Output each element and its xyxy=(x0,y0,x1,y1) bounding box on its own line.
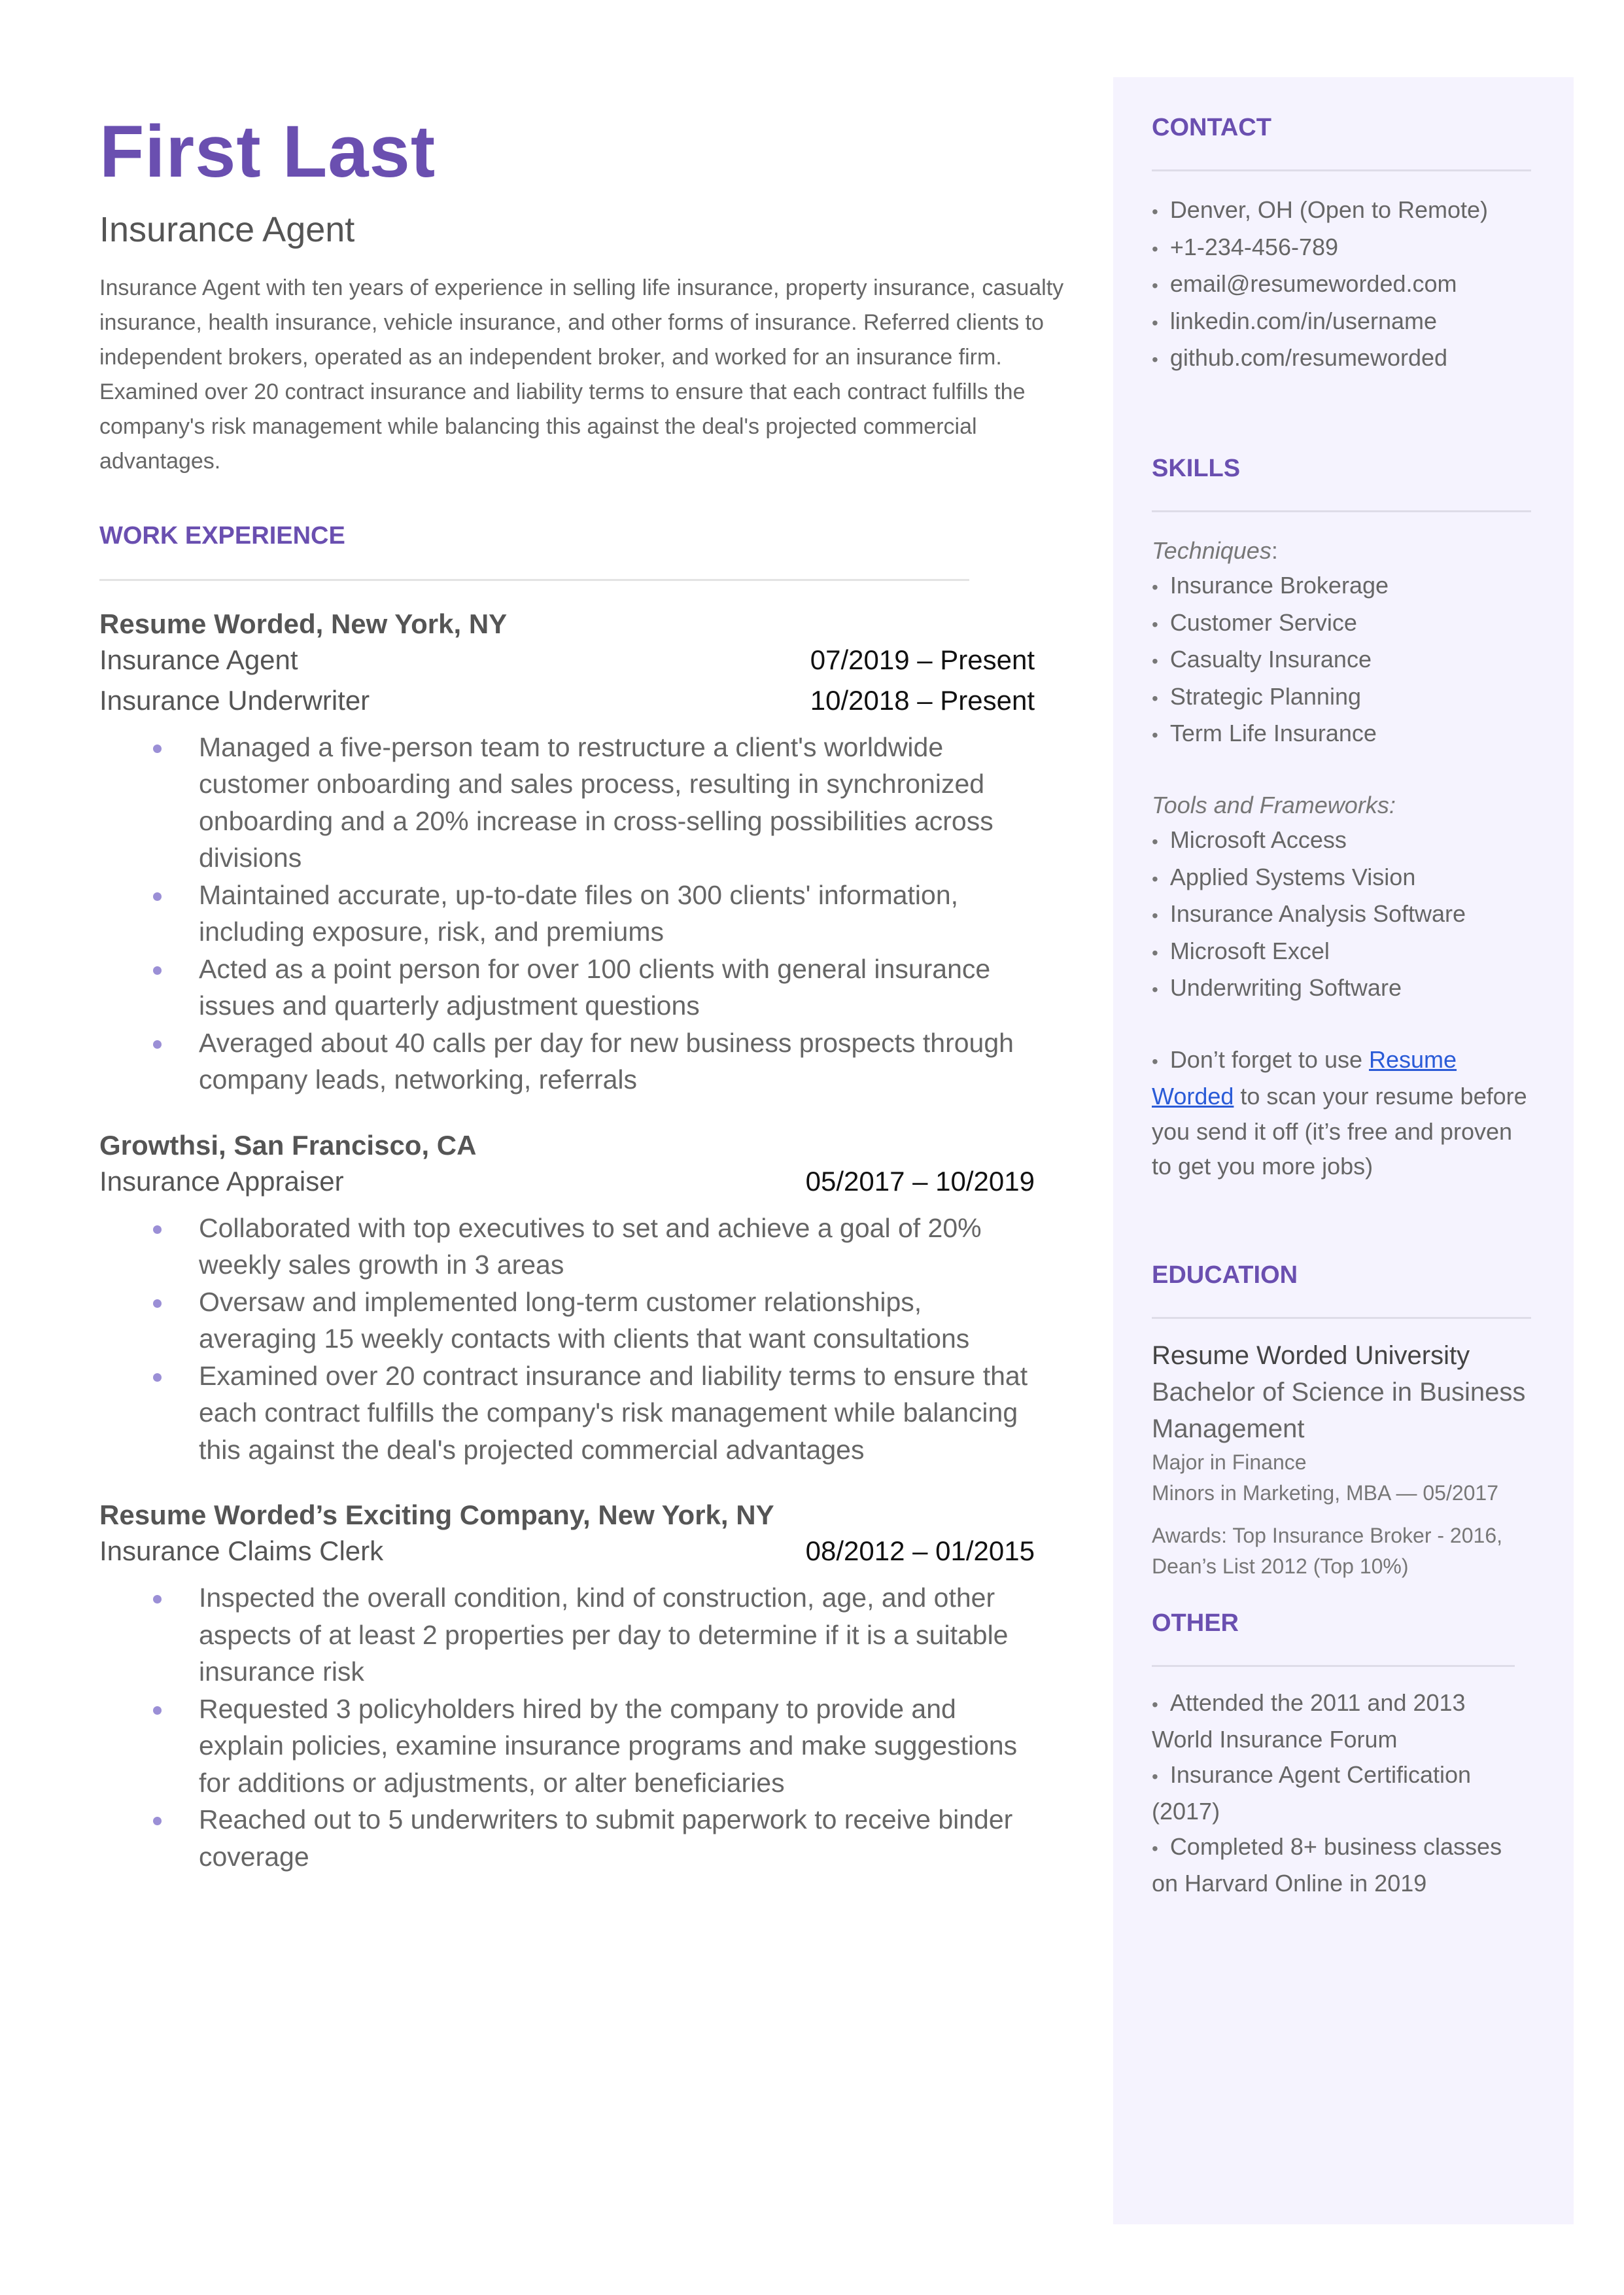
bullet-dot-icon xyxy=(153,1595,162,1603)
skill-item: • Insurance Brokerage xyxy=(1152,572,1389,599)
company-name: Growthsi, San Francisco, CA xyxy=(99,1129,477,1161)
bullet-item xyxy=(99,1284,1035,1358)
bullet-dot-icon xyxy=(153,1706,162,1715)
sidebar-content xyxy=(1152,114,1531,1901)
bullet-dot-icon xyxy=(153,1817,162,1825)
other-heading: OTHER xyxy=(1152,1609,1239,1637)
role-dates: 08/2012 – 01/2015 xyxy=(805,1535,1035,1567)
school-name: Resume Worded University xyxy=(1152,1340,1470,1370)
bullet-item xyxy=(99,951,1035,1025)
skill-item: • Customer Service xyxy=(1152,608,1357,636)
contact-phone: • +1-234-456-789 xyxy=(1152,233,1339,260)
bullet-item xyxy=(99,1210,1035,1284)
bullet-text: Managed a five-person team to restructure a client's worldwide customer onboarding and sales process, resulting in synchronized onboarding and a 20% increase in cross-selling possibilities across divisions xyxy=(199,731,993,873)
resume-worded-note: • Don’t forget to use Resume Worded to scan your resume before you send it off (it’s free and proven to get you more jobs) xyxy=(1152,1045,1527,1180)
divider xyxy=(1152,169,1531,171)
sidebar xyxy=(1113,77,1574,2224)
role-title: Insurance Agent xyxy=(99,644,298,675)
bullet-text: Acted as a point person for over 100 clients with general insurance issues and quarterly adjustment questions xyxy=(199,953,991,1021)
education-heading: EDUCATION xyxy=(1152,1261,1298,1289)
bullet-dot-icon xyxy=(153,966,162,975)
bullet-item xyxy=(99,1025,1035,1098)
skill-item: • Casualty Insurance xyxy=(1152,646,1372,673)
role-title: Insurance Appraiser xyxy=(99,1165,344,1197)
divider xyxy=(1152,1665,1515,1667)
divider xyxy=(1152,1317,1531,1319)
other-item: • Completed 8+ business classes on Harvard Online in 2019 xyxy=(1152,1832,1502,1897)
resume-worded-link[interactable]: Resume Worded xyxy=(1152,1045,1457,1110)
bullet-text: Averaged about 40 calls per day for new business prospects through company leads, networking, referrals xyxy=(199,1027,1014,1095)
bullet-text: Examined over 20 contract insurance and liability terms to ensure that each contract fulfills the company's risk management while balancing this against the deal's projected commercial advantages xyxy=(199,1360,1028,1465)
job-entry xyxy=(99,1499,1067,1875)
role-title: Insurance Underwriter xyxy=(99,684,370,716)
summary: Insurance Agent with ten years of experience in selling life insurance, property insurance, casualty insurance, health insurance, vehicle insurance, and other forms of insurance. Referred clients to independent brokers, operated as an independent broker, and worked for an insurance firm. Examined over 20 contract insurance and liability terms to ensure that each contract fulfills the company's risk management while balancing this against the deal's projected commercial advantages. xyxy=(99,275,1064,474)
skill-item: • Strategic Planning xyxy=(1152,682,1361,710)
bullet-dot-icon xyxy=(153,1373,162,1382)
bullet-dot-icon xyxy=(153,1225,162,1234)
bullet-item xyxy=(99,877,1035,951)
role-row xyxy=(99,1161,1035,1202)
bullet-dot-icon xyxy=(153,1040,162,1049)
skill-item: • Underwriting Software xyxy=(1152,974,1402,1001)
work-experience-heading: WORK EXPERIENCE xyxy=(99,521,345,550)
role-dates: 10/2018 – Present xyxy=(810,684,1035,716)
company-name: Resume Worded, New York, NY xyxy=(99,608,508,639)
bullet-text: Reached out to 5 underwriters to submit paperwork to receive binder coverage xyxy=(199,1804,1013,1872)
skill-item: • Insurance Analysis Software xyxy=(1152,900,1466,927)
major: Major in Finance xyxy=(1152,1450,1307,1474)
job-entry xyxy=(99,608,1067,1098)
job-bullets xyxy=(99,1579,1067,1875)
techniques-list xyxy=(1152,568,1531,753)
contact-location: • Denver, OH (Open to Remote) xyxy=(1152,196,1489,223)
other-list xyxy=(1152,1685,1525,1901)
job-bullets xyxy=(99,1210,1067,1469)
company-name: Resume Worded’s Exciting Company, New York, NY xyxy=(99,1499,774,1531)
bullet-dot-icon xyxy=(153,1299,162,1308)
bullet-item xyxy=(99,1691,1035,1802)
role-row xyxy=(99,640,1035,680)
role-dates: 05/2017 – 10/2019 xyxy=(805,1165,1035,1197)
bullet-item xyxy=(99,1801,1035,1875)
contact-linkedin[interactable]: • linkedin.com/in/username xyxy=(1152,307,1438,334)
bullet-text: Inspected the overall condition, kind of construction, age, and other aspects of at least 2 properties per day to determine if it is a suitable insurance risk xyxy=(199,1583,1009,1687)
job-entry xyxy=(99,1130,1067,1469)
techniques-label: Techniques: xyxy=(1152,536,1278,564)
bullet-text: Oversaw and implemented long-term customer relationships, averaging 15 weekly contacts with clients that want consultations xyxy=(199,1286,970,1354)
skill-item: • Microsoft Excel xyxy=(1152,937,1330,964)
tools-label: Tools and Frameworks: xyxy=(1152,791,1396,818)
bullet-dot-icon xyxy=(153,745,162,753)
contact-heading: CONTACT xyxy=(1152,114,1271,141)
skill-item: • Term Life Insurance xyxy=(1152,720,1377,746)
bullet-text: Requested 3 policyholders hired by the company to provide and explain policies, examine insurance programs and make suggestions for additions or adjustments, or alter beneficiaries xyxy=(199,1693,1018,1798)
divider xyxy=(99,579,969,581)
minors: Minors in Marketing, MBA — 05/2017 xyxy=(1152,1480,1499,1505)
candidate-title: Insurance Agent xyxy=(99,210,355,250)
job-bullets xyxy=(99,729,1067,1098)
contact-github[interactable]: • github.com/resumeworded xyxy=(1152,344,1448,371)
bullet-text: Collaborated with top executives to set and achieve a goal of 20% weekly sales growth in 3 areas xyxy=(199,1212,982,1280)
contact-list xyxy=(1152,192,1531,377)
bullet-dot-icon xyxy=(153,892,162,901)
role-dates: 07/2019 – Present xyxy=(810,644,1035,675)
contact-email[interactable]: • email@resumeworded.com xyxy=(1152,270,1457,297)
degree: Bachelor of Science in Business Management xyxy=(1152,1377,1526,1443)
role-title: Insurance Claims Clerk xyxy=(99,1535,384,1567)
bullet-item xyxy=(99,1579,1035,1691)
main-column xyxy=(99,111,1067,1875)
skills-heading: SKILLS xyxy=(1152,454,1241,482)
role-row xyxy=(99,680,1035,721)
skill-item: • Applied Systems Vision xyxy=(1152,863,1416,890)
divider xyxy=(1152,510,1531,512)
role-row xyxy=(99,1531,1035,1571)
skill-item: • Microsoft Access xyxy=(1152,826,1347,853)
other-item: • Attended the 2011 and 2013 World Insurance Forum xyxy=(1152,1689,1466,1753)
bullet-item xyxy=(99,729,1035,877)
bullet-item xyxy=(99,1358,1035,1469)
candidate-name: First Last xyxy=(99,111,436,192)
bullet-text: Maintained accurate, up-to-date files on 300 clients' information, including exposure, risk, and premiums xyxy=(199,879,959,947)
awards: Awards: Top Insurance Broker - 2016, Dean’s List 2012 (Top 10%) xyxy=(1152,1523,1502,1578)
tools-list xyxy=(1152,822,1531,1007)
other-item: • Insurance Agent Certification (2017) xyxy=(1152,1761,1472,1825)
